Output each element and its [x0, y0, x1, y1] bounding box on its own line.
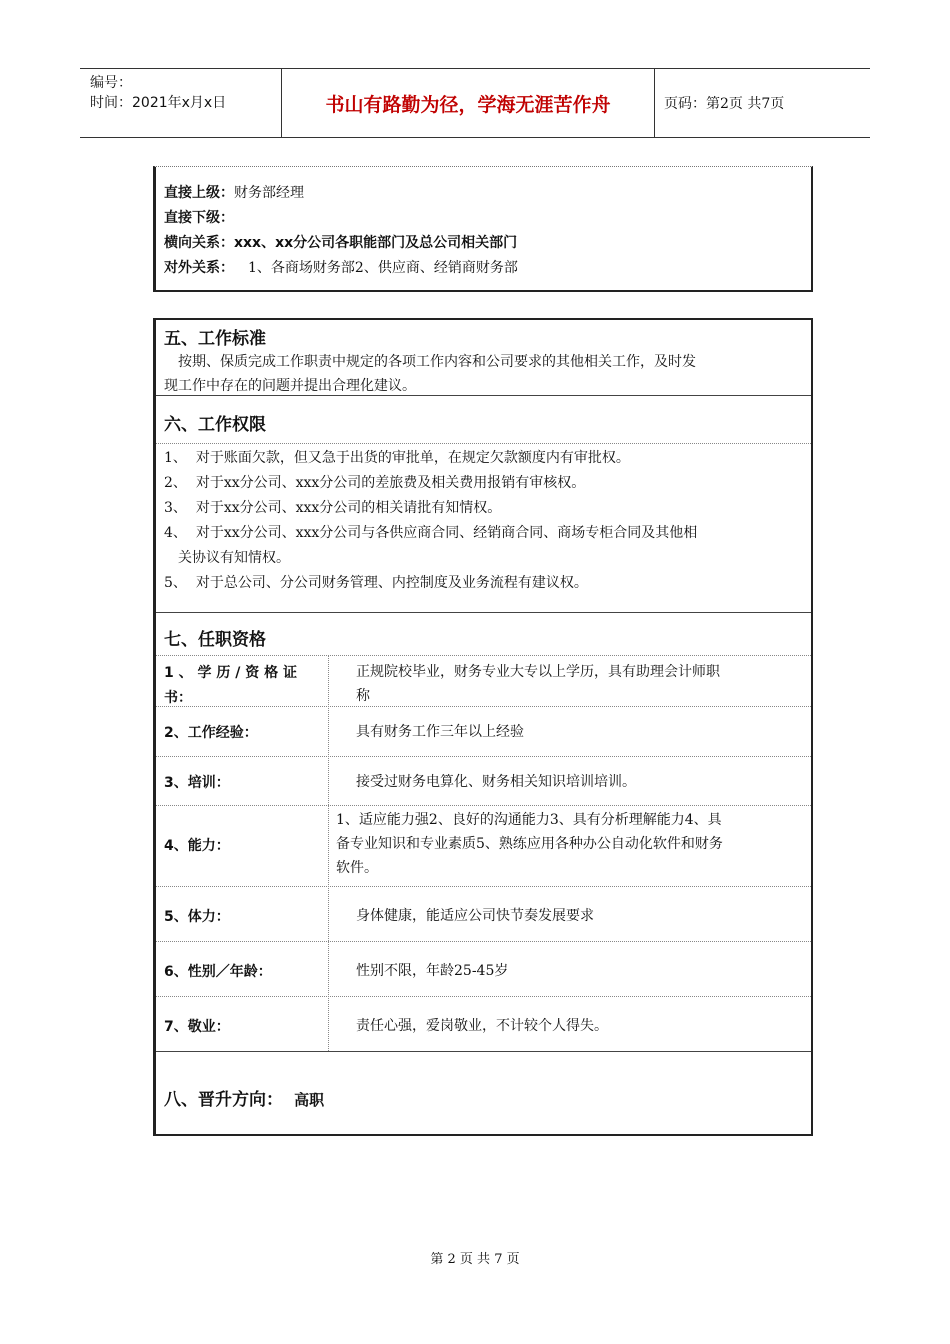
list-item: 4、 对于xx分公司、xxx分公司与各供应商合同、经销商合同、商场专柜合同及其他相: [164, 525, 698, 541]
divider: [156, 805, 811, 806]
page-header: [80, 68, 870, 138]
qualification-value-gender-age: 性别不限，年龄25-45岁: [356, 963, 509, 979]
section8-value: 高职: [294, 1091, 325, 1109]
qualification-value-dedication: 责任心强，爱岗敬业，不计较个人得失。: [356, 1018, 608, 1034]
divider: [156, 655, 811, 656]
number-label: 编号：: [90, 75, 132, 91]
qualification-value-training: 接受过财务电算化、财务相关知识培训培训。: [356, 774, 636, 790]
external-row: 对外关系： 1、各商场财务部2、供应商、经销商财务部: [164, 260, 518, 276]
section6-title: 六、工作权限: [164, 415, 266, 435]
qualification-label-education: 1 、 学 历 / 资 格 证 书：: [164, 665, 297, 706]
list-item: 2、 对于xx分公司、xxx分公司的差旅费及相关费用报销有审核权。: [164, 475, 586, 491]
divider: [156, 886, 811, 887]
subordinate-row: 直接下级：: [164, 210, 234, 226]
divider: [156, 612, 811, 613]
qualification-value-experience: 具有财务工作三年以上经验: [356, 724, 524, 740]
section8-title: 八、晋升方向：: [164, 1090, 283, 1110]
column-divider: [328, 655, 329, 1051]
qualification-label-dedication: 7、敬业：: [164, 1019, 230, 1035]
section8-row: [164, 1085, 324, 1110]
divider: [156, 756, 811, 757]
time-label: 时间：2021年x月x日: [90, 95, 227, 111]
list-item-continuation: 关协议有知情权。: [178, 550, 290, 566]
section5-line2: 现工作中存在的问题并提出合理化建议。: [164, 378, 416, 394]
divider: [156, 996, 811, 997]
divider: [156, 941, 811, 942]
divider: [156, 443, 811, 444]
section5-title: 五、工作标准: [164, 329, 266, 349]
list-item: 3、 对于xx分公司、xxx分公司的相关请批有知情权。: [164, 500, 502, 516]
relations-box: [153, 166, 813, 292]
header-meta: [80, 69, 282, 137]
section7-title: 七、任职资格: [164, 630, 266, 650]
list-item: 1、 对于账面欠款，但又急于出货的审批单，在规定欠款额度内有审批权。: [164, 450, 630, 466]
header-motto: 书山有路勤为径，学海无涯苦作舟: [282, 69, 655, 137]
divider: [156, 1051, 811, 1052]
section5-line1: 按期、保质完成工作职责中规定的各项工作内容和公司要求的其他相关工作，及时发: [178, 354, 696, 370]
qualification-label-ability: 4、能力：: [164, 838, 230, 854]
page-footer: 第 2 页 共 7 页: [430, 1252, 520, 1267]
divider: [156, 706, 811, 707]
qualification-label-training: 3、培训：: [164, 775, 230, 791]
authority-list: [164, 446, 697, 596]
divider: [156, 395, 811, 396]
qualification-value-education: 正规院校毕业，财务专业大专以上学历，具有助理会计师职 称: [356, 664, 720, 704]
header-page-info: 页码：第2页 共7页: [664, 96, 785, 112]
list-item: 5、 对于总公司、分公司财务管理、内控制度及业务流程有建议权。: [164, 575, 588, 591]
qualification-value-physical: 身体健康，能适应公司快节奏发展要求: [356, 908, 594, 924]
qualification-value-ability: 1、适应能力强2、良好的沟通能力3、具有分析理解能力4、具 备专业知识和专业素质5、熟练应用各种办公自动化软件和财务 软件。: [336, 812, 723, 876]
qualification-label-physical: 5、体力：: [164, 909, 230, 925]
horizontal-row: 横向关系：xxx、xx分公司各职能部门及总公司相关部门: [164, 235, 518, 251]
main-box: [153, 318, 813, 1136]
qualification-label-gender-age: 6、性别／年龄：: [164, 964, 272, 980]
qualification-label-experience: 2、工作经验：: [164, 725, 258, 741]
superior-row: 直接上级：财务部经理: [164, 185, 304, 201]
